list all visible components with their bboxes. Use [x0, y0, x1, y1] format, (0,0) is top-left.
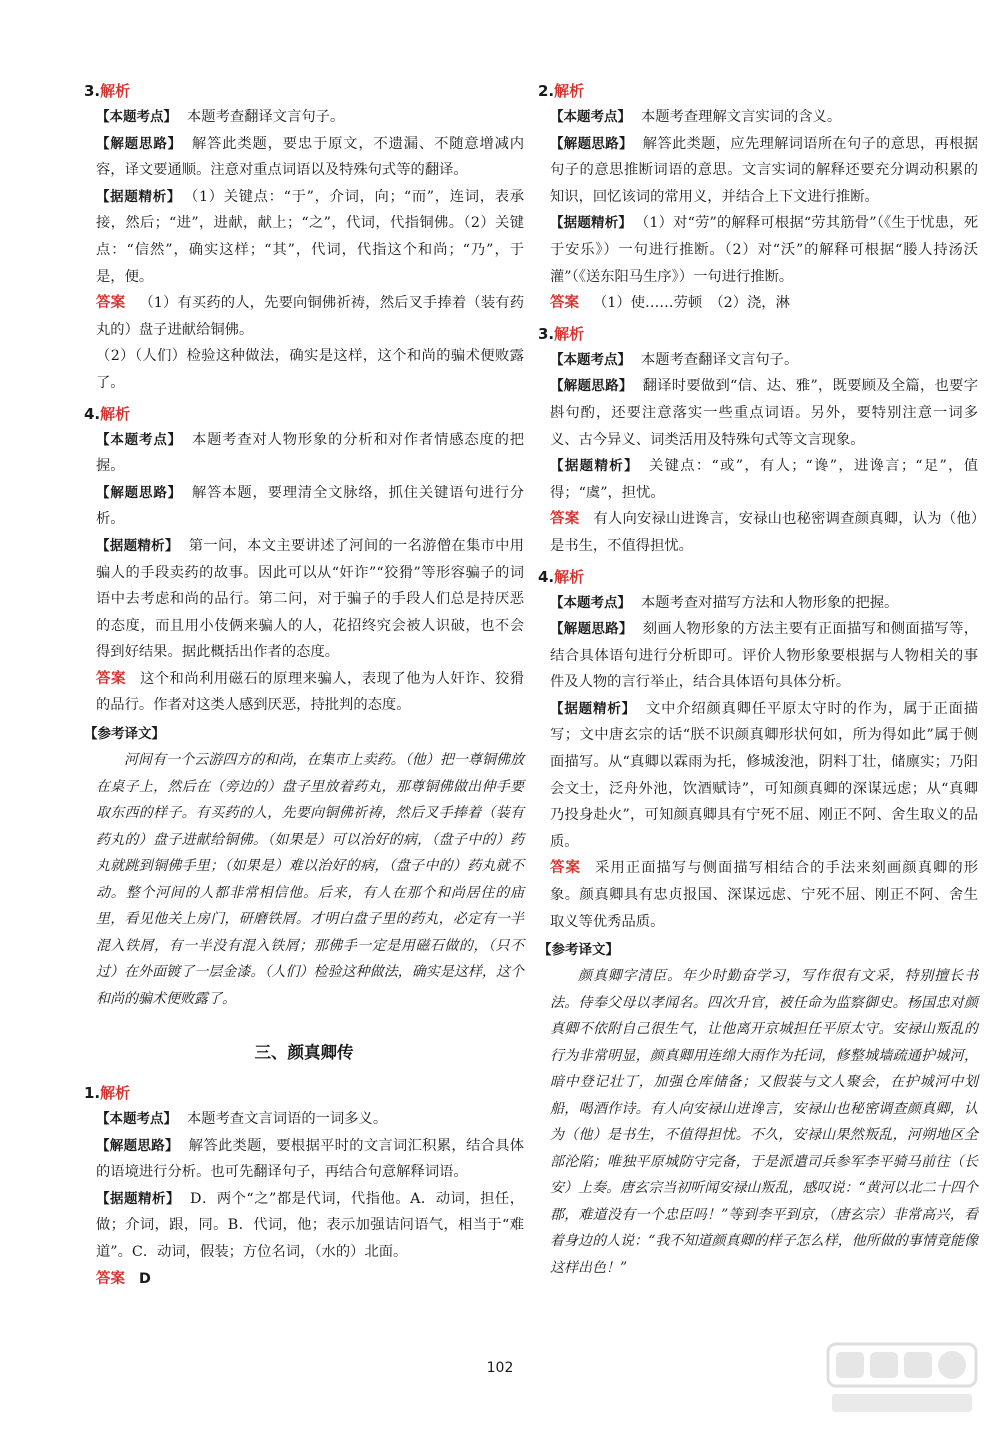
section-title: 三、颜真卿传	[254, 1043, 354, 1063]
kaodian-paragraph	[84, 427, 524, 480]
answer-text: （1）使……劳顿 （2）浇，淋	[593, 295, 790, 312]
silu-label: 【解题思路】	[550, 135, 633, 152]
answer-paragraph	[84, 666, 524, 719]
question-4-analysis	[538, 566, 978, 1282]
kaodian-label: 【本题考点】	[550, 351, 631, 368]
jingxi-label: 【据题精析】	[550, 458, 639, 475]
silu-label: 【解题思路】	[550, 621, 633, 638]
kaodian-text: 本题考查翻译文言句子。	[187, 109, 345, 125]
reference-translation-text: 河间有一个云游四方的和尚，在集市上卖药。（他）把一尊铜佛放在桌子上，然后在（旁边的）盘子里放着药丸，那尊铜佛做出伸手要取东西的样子。有买药的人，先要向铜佛祈祷，然后叉手捧着（装有药丸的）盘子进献给铜佛。（如果是）可以治好的病，（盘子中的）药丸就跳到铜佛手里；（如果是）难以治好的病，（盘子中的）药丸就不动。整个河间的人都非常相信他。后来，有人在那个和尚居住的庙里，看见他关上房门，研磨铁屑。才明白盘子里的药丸，必定有一半混入铁屑，有一半没有混入铁屑；那佛手一定是用磁石做的，（只不过）在外面镀了一层金漆。（人们）检验这种做法，确实是这样，这个和尚的骗术便败露了。	[96, 752, 524, 1007]
kaodian-label: 【本题考点】	[96, 109, 177, 125]
kaodian-label: 【本题考点】	[96, 431, 182, 448]
page-number: 102	[486, 1360, 514, 1376]
question-3-analysis	[84, 80, 524, 397]
jingxi-text: 关键点：“或”，有人；“谗”，进谗言；“足”，值得；“虞”，担忧。	[550, 458, 979, 501]
jiexi-label: 解析	[554, 82, 585, 100]
kaodian-paragraph	[538, 347, 978, 374]
silu-label: 【解题思路】	[550, 378, 633, 395]
answer-label: 答案	[550, 295, 579, 312]
kaodian-text: 本题考查对人物形象的分析和对作者情感态度的把握。	[96, 431, 525, 475]
silu-paragraph	[84, 131, 524, 184]
kaodian-text: 本题考查翻译文言句子。	[641, 351, 799, 368]
jingxi-text: 文中介绍颜真卿任平原太守时的作为，属于正面描写；文中唐玄宗的话“朕不识颜真卿形状何如，所为得如此”属于侧面描写。从“真卿以霖雨为托，修城浚池，阴料丁壮，储廪实；乃阳会文士，泛舟外池，饮酒赋诗”，可知颜真卿的深谋远虑；从“真卿乃投身赴火”，可知颜真卿具有宁死不屈、刚正不阿、舍生取义的品质。	[550, 700, 979, 850]
kaodian-text: 本题考查对描写方法和人物形象的把握。	[641, 594, 899, 611]
answer-label: 答案	[550, 511, 580, 528]
answer-paragraph	[84, 1266, 524, 1293]
answer-text: （2）（人们）检验这种做法，确实是这样，这个和尚的骗术便败露了。	[96, 348, 524, 391]
kaodian-text: 本题考查文言词语的一词多义。	[187, 1111, 388, 1128]
watermark-logo	[822, 1338, 982, 1418]
question-number: 1.	[84, 1084, 101, 1103]
right-column	[538, 74, 978, 1281]
answer-text: （1）有买药的人，先要向铜佛祈祷，然后叉手捧着（装有药丸的）盘子进献给铜佛。	[96, 295, 525, 338]
kaodian-label: 【本题考点】	[550, 109, 631, 125]
answer-paragraph	[538, 855, 978, 935]
jingxi-label: 【据题精析】	[96, 1190, 181, 1207]
question-heading	[538, 80, 978, 102]
jingxi-text: 第一问，本文主要讲述了河间的一名游僧在集市中用骗人的手段卖药的故事。因此可以从“奸诈”“狡猾”等形容骗子的词语中去考虑和尚的品行。第二问，对于骗子的手段人们总是持厌恶的态度，而且用小伎俩来骗人的人，花招终究会被人识破，也不会得到好结果。据此概括出作者的态度。	[96, 537, 525, 661]
jiexi-label: 解析	[554, 567, 585, 586]
answer-text: 有人向安禄山进谗言，安禄山也秘密调查颜真卿，认为（他）是书生，不值得担忧。	[550, 511, 978, 554]
silu-text: 刻画人物形象的方法主要有正面描写和侧面描写等，结合具体语句进行分析即可。评价人物形象要根据与人物相关的事件及人物的言行举止，结合具体语句具体分析。	[550, 621, 979, 691]
silu-paragraph	[84, 480, 524, 533]
silu-text: 解答此类题，要忠于原文，不遗漏、不随意增减内容，译文要通顺。注意对重点词语以及特殊句式等的翻译。	[96, 135, 525, 179]
silu-text: 解答本题，要理清全文脉络，抓住关键语句进行分析。	[96, 484, 525, 528]
silu-paragraph	[538, 616, 978, 696]
jingxi-paragraph	[538, 696, 978, 856]
reference-translation-label: 【参考译文】	[84, 726, 165, 743]
kaodian-paragraph	[84, 1106, 524, 1133]
silu-text: 解答此类题，要根据平时的文言词汇积累，结合具体的语境进行分析。也可先翻译句子，再结合句意解释词语。	[96, 1137, 525, 1181]
left-column	[84, 74, 524, 1292]
answer-paragraph	[538, 506, 978, 559]
question-1-analysis	[84, 1082, 524, 1292]
jingxi-text: （1）关键点：“于”，介词，向；“而”，连词，表承接，然后；“进”，进献，献上；“之”，代词，代指铜佛。（2）关键点：“信然”，确实这样；“其”，代词，代指这个和尚；“乃”，于是，便。	[96, 188, 525, 285]
kaodian-label: 【本题考点】	[96, 1111, 177, 1128]
silu-paragraph	[538, 373, 978, 453]
question-4-analysis	[84, 403, 524, 1013]
answer-label: 答案	[96, 670, 126, 687]
question-heading	[538, 323, 978, 345]
answer-paragraph	[538, 290, 978, 317]
silu-text: 解答此类题，应先理解词语所在句子的意思，再根据句子的意思推断词语的意思。文言实词的解释还要充分调动积累的知识，回忆该词的常用义，并结合上下文进行推断。	[550, 135, 979, 205]
kaodian-paragraph	[538, 104, 978, 131]
question-2-analysis	[538, 80, 978, 317]
silu-label: 【解题思路】	[96, 135, 182, 152]
silu-label: 【解题思路】	[96, 1137, 179, 1154]
answer-paragraph	[84, 290, 524, 343]
jingxi-label: 【据题精析】	[550, 700, 636, 717]
kaodian-label: 【本题考点】	[550, 594, 631, 611]
kaodian-text: 本题考查理解文言实词的含义。	[641, 109, 842, 125]
question-heading	[538, 566, 978, 588]
answer-text: 采用正面描写与侧面描写相结合的手法来刻画颜真卿的形象。颜真卿具有忠贞报国、深谋远虑、宁死不屈、刚正不阿、舍生取义等优秀品质。	[550, 860, 979, 930]
reference-translation-text: 颜真卿字清臣。年少时勤奋学习，写作很有文采，特别擅长书法。侍奉父母以孝闻名。四次升官，被任命为监察御史。杨国忠对颜真卿不依附自己很生气，让他离开京城担任平原太守。安禄山叛乱的行为非常明显，颜真卿用连绵大雨作为托词，修整城墙疏通护城河，暗中登记壮丁，加强仓库储备；又假装与文人聚会，在护城河中划船，喝酒作诗。有人向安禄山进谗言，安禄山也秘密调查颜真卿，认为（他）是书生，不值得担忧。不久，安禄山果然叛乱，河朔地区全部沦陷；唯独平原城防守完备，于是派遣司兵参军李平骑马前往（长安）上奏。唐玄宗当初听闻安禄山叛乱，感叹说：“黄河以北二十四个郡，难道没有一个忠臣吗！”等到李平到京，（唐玄宗）非常高兴，看着身边的人说：“我不知道颜真卿的样子怎么样，他所做的事情竟能像这样出色！”	[550, 968, 978, 1276]
jingxi-text: （1）对“劳”的解释可根据“劳其筋骨”（《生于忧患，死于安乐》）一句进行推断。（2）对“沃”的解释可根据“媵人持汤沃灌”（《送东阳马生序》）一句进行推断。	[550, 215, 978, 285]
question-3-analysis	[538, 323, 978, 560]
jingxi-paragraph	[84, 533, 524, 666]
kaodian-paragraph	[84, 104, 524, 131]
jingxi-paragraph	[84, 1186, 524, 1266]
jingxi-label: 【据题精析】	[96, 537, 179, 554]
question-heading	[84, 403, 524, 425]
kaodian-paragraph	[538, 590, 978, 617]
question-number: 3.	[84, 82, 101, 100]
answer-value: D	[139, 1270, 151, 1287]
jiexi-label: 解析	[100, 1084, 131, 1103]
jingxi-paragraph	[84, 184, 524, 290]
jiexi-label: 解析	[554, 324, 585, 343]
jingxi-label: 【据题精析】	[550, 215, 633, 232]
question-number: 2.	[538, 82, 555, 100]
jingxi-text: D．两个“之”都是代词，代指他。A．动词，担任，做；介词，跟，同。B．代词，他；表示加强诘问语气，相当于“难道”。C．动词，假装；方位名词，（水的）北面。	[96, 1190, 525, 1261]
jiexi-label: 解析	[100, 404, 131, 423]
silu-label: 【解题思路】	[96, 484, 182, 501]
answer-label: 答案	[550, 860, 582, 877]
answer-text: 这个和尚利用磁石的原理来骗人，表现了他为人奸诈、狡猾的品行。作者对这类人感到厌恶，持批判的态度。	[96, 670, 524, 714]
jiexi-label: 解析	[100, 82, 131, 100]
question-heading	[84, 1082, 524, 1104]
question-heading	[84, 80, 524, 102]
answer-label: 答案	[96, 295, 126, 312]
silu-paragraph	[84, 1133, 524, 1186]
question-number: 4.	[538, 567, 555, 586]
question-number: 4.	[84, 404, 101, 423]
silu-text: 翻译时要做到“信、达、雅”，既要顾及全篇，也要字斟句酌，还要注意落实一些重点词语。另外，要特别注意一词多义、古今异义、词类活用及特殊句式等文言现象。	[550, 378, 978, 448]
jingxi-label: 【据题精析】	[96, 188, 182, 205]
silu-paragraph	[538, 131, 978, 211]
answer-label: 答案	[96, 1270, 125, 1287]
jingxi-paragraph	[538, 210, 978, 290]
jingxi-paragraph	[538, 453, 978, 506]
answer-paragraph	[84, 343, 524, 396]
reference-translation-label: 【参考译文】	[538, 942, 619, 959]
question-number: 3.	[538, 324, 555, 343]
